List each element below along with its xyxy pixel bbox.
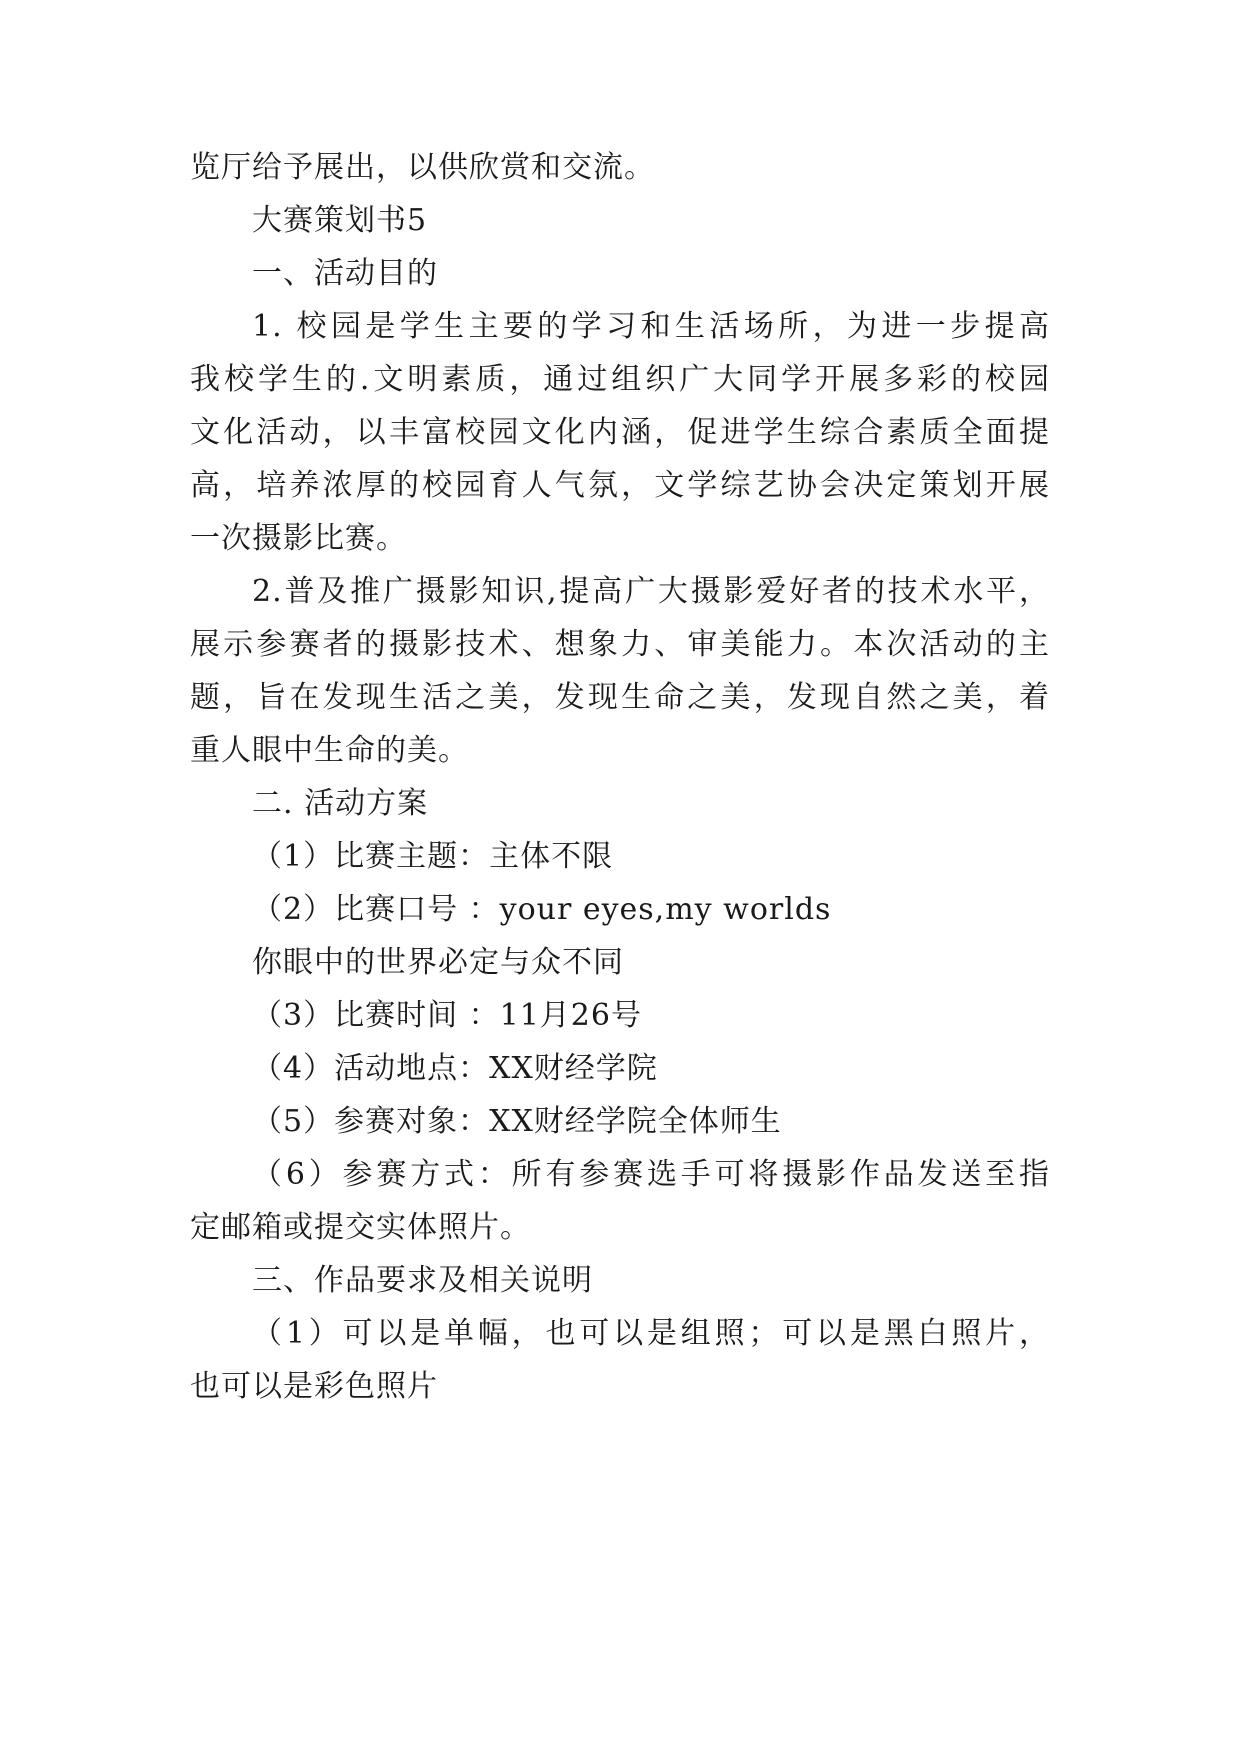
paragraph-line: 2.普及推广摄影知识,提高广大摄影爱好者的技术水平， xyxy=(252,574,1050,609)
list-item: （1）比赛主题：主体不限 xyxy=(252,839,614,874)
paragraph-line: 题，旨在发现生活之美，发现生命之美，发现自然之美，着 xyxy=(190,680,1050,715)
list-item: （5）参赛对象：XX财经学院全体师生 xyxy=(252,1104,782,1139)
list-item: （2）比赛口号 ：your eyes,my worlds xyxy=(252,892,832,927)
section-title: 大赛策划书5 xyxy=(252,203,428,238)
paragraph-line: 览厅给予展出，以供欣赏和交流。 xyxy=(190,150,655,185)
paragraph-line: 我校学生的.文明素质，通过组织广大同学开展多彩的校园 xyxy=(190,362,1050,397)
paragraph-line: 展示参赛者的摄影技术、想象力、审美能力。本次活动的主 xyxy=(190,627,1050,662)
paragraph-line: 文化活动，以丰富校园文化内涵，促进学生综合素质全面提 xyxy=(190,415,1050,450)
section-heading: 二. 活动方案 xyxy=(252,786,429,821)
section-heading: 一、活动目的 xyxy=(252,256,438,291)
paragraph-line: 一次摄影比赛。 xyxy=(190,521,407,556)
paragraph-line: 也可以是彩色照片 xyxy=(190,1369,438,1404)
list-item: （4）活动地点：XX财经学院 xyxy=(252,1051,658,1086)
list-item: （1）可以是单幅，也可以是组照；可以是黑白照片， xyxy=(252,1316,1050,1351)
paragraph-line: 你眼中的世界必定与众不同 xyxy=(252,945,624,980)
paragraph-line: 重人眼中生命的美。 xyxy=(190,733,469,768)
list-item: （3）比赛时间 ：11月26号 xyxy=(252,998,642,1033)
paragraph-line: 定邮箱或提交实体照片。 xyxy=(190,1210,531,1245)
list-item: （6）参赛方式：所有参赛选手可将摄影作品发送至指 xyxy=(252,1157,1050,1192)
paragraph-line: 高，培养浓厚的校园育人气氛，文学综艺协会决定策划开展 xyxy=(190,468,1050,503)
paragraph-line: 1. 校园是学生主要的学习和生活场所，为进一步提高 xyxy=(252,309,1050,344)
section-heading: 三、作品要求及相关说明 xyxy=(252,1263,593,1298)
